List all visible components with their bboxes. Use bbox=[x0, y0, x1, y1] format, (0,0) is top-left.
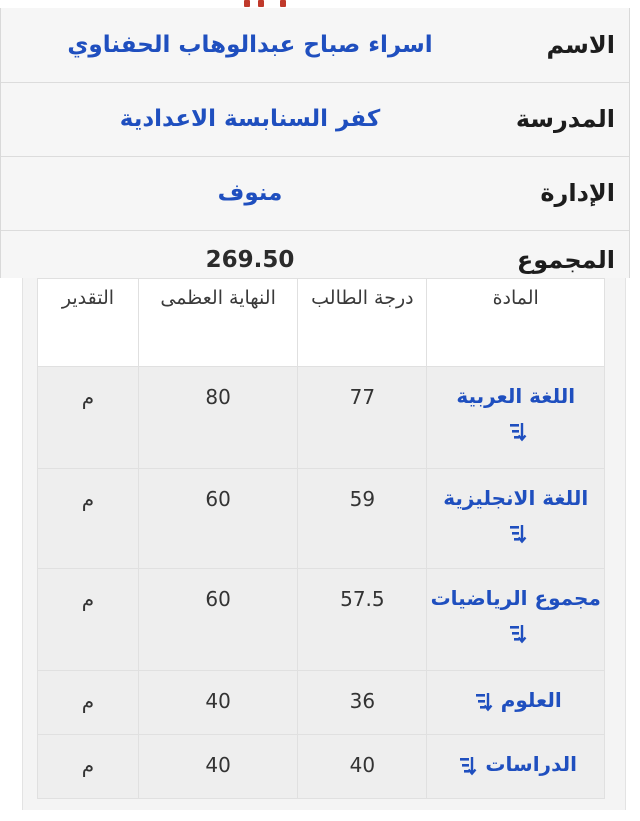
subject-cell[interactable] bbox=[427, 671, 605, 735]
administration-value: منوف bbox=[217, 180, 283, 206]
score-cell: 40 bbox=[298, 735, 427, 799]
info-row-name bbox=[1, 8, 629, 83]
total-value: 269.50 bbox=[205, 247, 295, 273]
info-row-school bbox=[1, 82, 629, 157]
max-cell: 40 bbox=[138, 735, 297, 799]
max-cell: 40 bbox=[138, 671, 297, 735]
grades-table bbox=[37, 278, 605, 799]
name-label: الاسم bbox=[546, 31, 615, 59]
administration-label: الإدارة bbox=[540, 179, 615, 207]
grade-cell: م bbox=[38, 735, 139, 799]
table-row bbox=[38, 469, 605, 569]
subject-label: اللغة العربية bbox=[456, 384, 576, 408]
table-row bbox=[38, 671, 605, 735]
sort-descending-icon[interactable] bbox=[508, 523, 528, 545]
subject-cell[interactable] bbox=[427, 469, 605, 569]
score-cell: 57.5 bbox=[298, 569, 427, 671]
name-value: اسراء صباح عبدالوهاب الحفناوي bbox=[67, 32, 433, 58]
grades-header-row bbox=[38, 279, 605, 367]
max-cell: 60 bbox=[138, 469, 297, 569]
table-row bbox=[38, 735, 605, 799]
sort-descending-icon[interactable] bbox=[458, 755, 478, 777]
grades-section bbox=[22, 278, 626, 810]
subject-cell[interactable] bbox=[427, 367, 605, 469]
sort-descending-icon[interactable] bbox=[474, 691, 494, 713]
subject-label: مجموع الرياضيات bbox=[430, 586, 601, 610]
total-label: المجموع bbox=[516, 246, 615, 274]
subject-cell[interactable] bbox=[427, 569, 605, 671]
cropped-red-text-fragment bbox=[240, 0, 300, 8]
student-info-panel bbox=[0, 8, 630, 278]
bottom-edge bbox=[0, 811, 640, 821]
subject-label: اللغة الانجليزية bbox=[443, 486, 589, 510]
school-label: المدرسة bbox=[515, 105, 615, 133]
header-max: النهاية العظمى bbox=[138, 279, 297, 367]
info-row-administration bbox=[1, 156, 629, 231]
table-row bbox=[38, 367, 605, 469]
header-subject: المادة bbox=[427, 279, 605, 367]
subject-label: الدراسات bbox=[485, 752, 577, 776]
school-value: كفر السنابسة الاعدادية bbox=[119, 106, 381, 132]
header-score: درجة الطالب bbox=[298, 279, 427, 367]
grade-cell: م bbox=[38, 569, 139, 671]
subject-cell[interactable] bbox=[427, 735, 605, 799]
sort-descending-icon[interactable] bbox=[508, 623, 528, 645]
header-grade: التقدير bbox=[38, 279, 139, 367]
subject-label: العلوم bbox=[500, 688, 562, 712]
score-cell: 36 bbox=[298, 671, 427, 735]
max-cell: 80 bbox=[138, 367, 297, 469]
table-row bbox=[38, 569, 605, 671]
grade-cell: م bbox=[38, 469, 139, 569]
sort-descending-icon[interactable] bbox=[508, 421, 528, 443]
grade-cell: م bbox=[38, 367, 139, 469]
max-cell: 60 bbox=[138, 569, 297, 671]
score-cell: 77 bbox=[298, 367, 427, 469]
score-cell: 59 bbox=[298, 469, 427, 569]
grade-cell: م bbox=[38, 671, 139, 735]
